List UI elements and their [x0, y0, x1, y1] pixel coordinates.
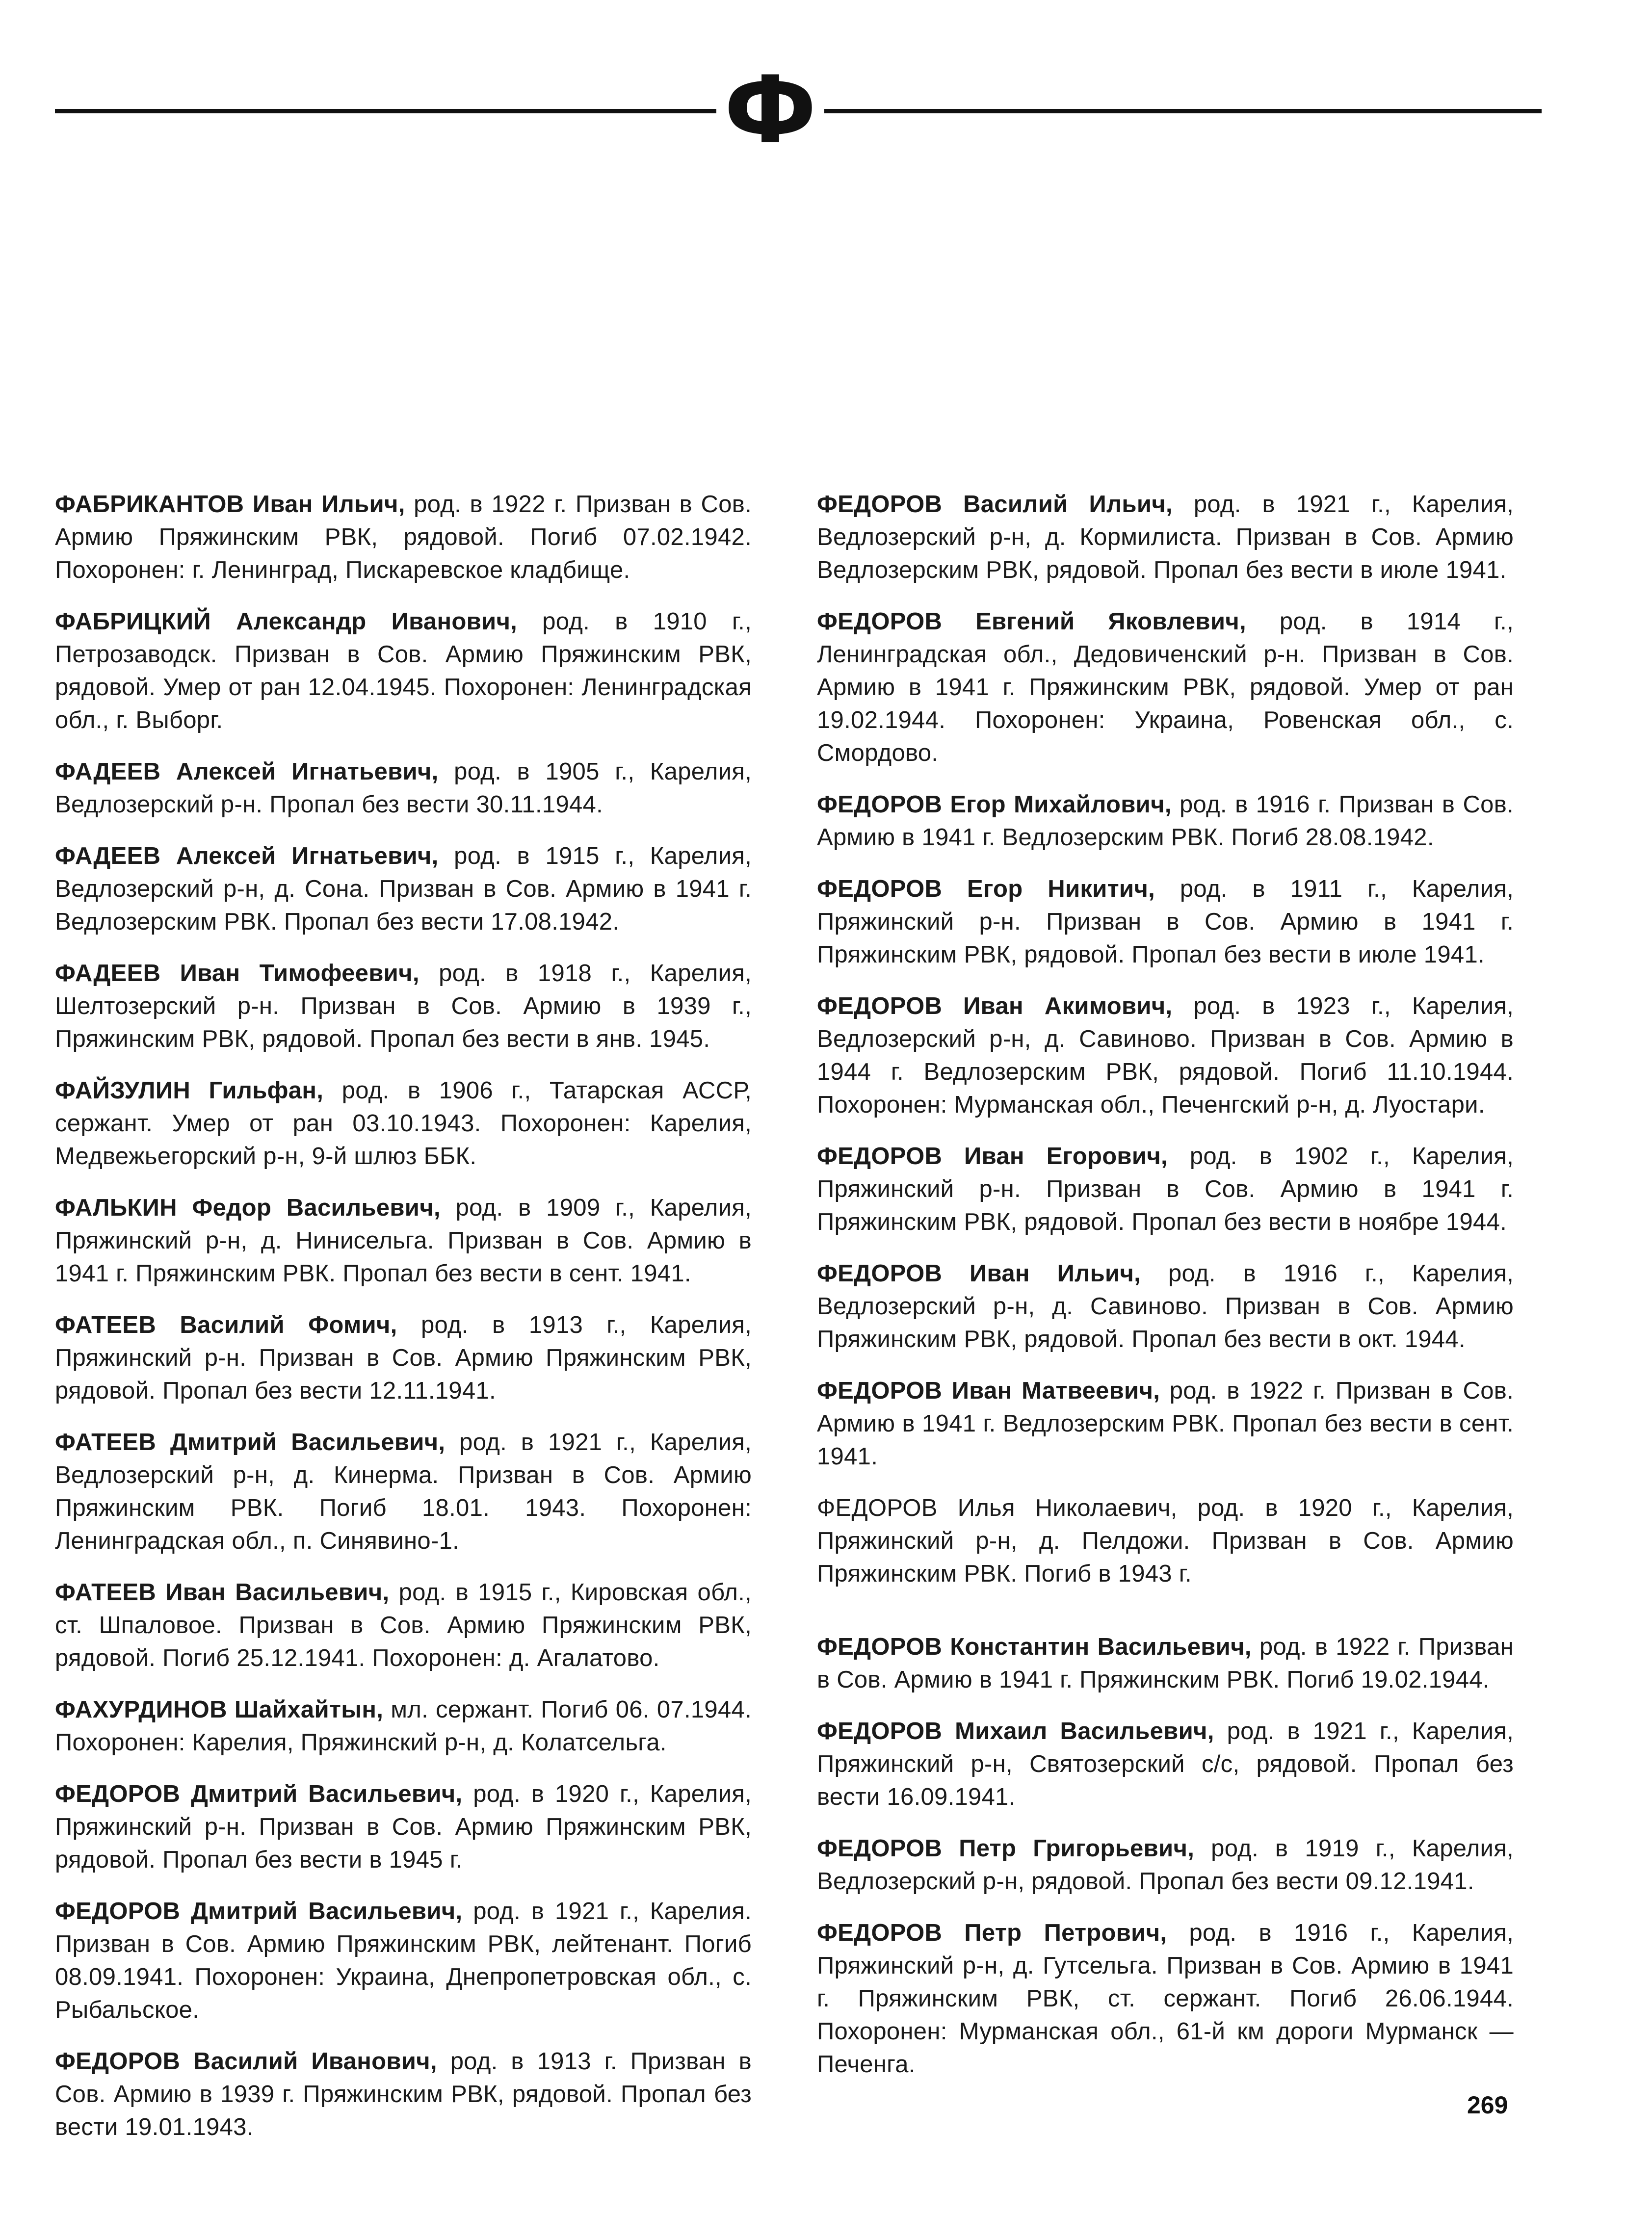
entry: [55, 1778, 752, 1876]
entry-text: род. в 1921 г., Карелия. Призван в Сов. Армию Пряжинским РВК, лейтенант. Погиб 08.09.1941. Похоронен: Украина, Днепропетровская обл., с. Рыбальское.: [55, 1898, 752, 2023]
entry-text: род. в 1911 г., Карелия, Пряжинский р-н. Призван в Сов. Армию в 1941 г. Пряжинским РВК, рядовой. Пропал без вести в июле 1941.: [817, 876, 1514, 968]
entry-text: мл. сержант. Погиб 06. 07.1944. Похоронен: Карелия, Пряжинский р-н, д. Колатсельга.: [55, 1696, 752, 1756]
entry-text: род. в 1922 г. Призван в Сов. Армию в 1941 г. Ведлозерским РВК. Пропал без вести в сент. 1941.: [817, 1378, 1514, 1470]
entry-name: ФЕДОРОВ Петр Григорьевич,: [817, 1835, 1195, 1862]
entry-text: род. в 1920 г., Карелия, Пряжинский р-н. Призван в Сов. Армию Пряжинским РВК, рядовой. Пропал без вести в 1945 г.: [55, 1781, 752, 1873]
entry-text: род. в 1919 г., Карелия, Ведлозерский р-н, рядовой. Пропал без вести 09.12.1941.: [817, 1835, 1514, 1895]
entry: [55, 957, 752, 1056]
entry-name: ФЕДОРОВ Михаил Васильевич,: [817, 1718, 1214, 1744]
entry-text: род. в 1923 г., Карелия, Ведлозерский р-н, д. Савиново. Призван в Сов. Армию в 1944 г. Ведлозерским РВК, рядовой. Погиб 11.10.1944. Похоронен: Мурманская обл., Печенгский р-н, д. Луостари.: [817, 993, 1514, 1118]
entry-text: род. в 1916 г. Призван в Сов. Армию в 1941 г. Ведлозерским РВК. Погиб 28.08.1942.: [817, 791, 1514, 851]
entry-text: род. в 1921 г., Карелия, Пряжинский р-н, Святозерский с/с, рядовой. Пропал без вести 16.09.1941.: [817, 1718, 1514, 1810]
entry-text: род. в 1921 г., Карелия, Ведлозерский р-н, д. Кинерма. Призван в Сов. Армию Пряжинским РВК. Погиб 18.01. 1943. Похоронен: Ленинградская обл., п. Синявино-1.: [55, 1429, 752, 1554]
entry-text: род. в 1905 г., Карелия, Ведлозерский р-н. Пропал без вести 30.11.1944.: [55, 758, 752, 818]
entry: [55, 605, 752, 737]
entry-text: род. в 1921 г., Карелия, Ведлозерский р-н, д. Кормилиста. Призван в Сов. Армию Ведлозерским РВК, рядовой. Пропал без вести в июле 1941.: [817, 491, 1514, 583]
entry: [55, 1693, 752, 1759]
entry-text: род. в 1920 г., Карелия, Пряжинский р-н, д. Пелдожи. Призван в Сов. Армию Пряжинским РВК. Погиб в 1943 г.: [817, 1495, 1514, 1587]
entry: [817, 1832, 1514, 1898]
entry-text: род. в 1915 г., Кировская обл., ст. Шпаловое. Призван в Сов. Армию Пряжинским РВК, рядовой. Погиб 25.12.1941. Похоронен: д. Агалатово.: [55, 1579, 752, 1671]
entry-text: род. в 1906 г., Татарская АССР, сержант. Умер от ран 03.10.1943. Похоронен: Карелия, Медвежьегорский р-н, 9-й шлюз ББК.: [55, 1077, 752, 1170]
entry-name: ФЕДОРОВ Дмитрий Васильевич,: [55, 1898, 463, 1925]
entry-name: ФЕДОРОВ Илья Николаевич,: [817, 1495, 1178, 1521]
entry-text: род. в 1918 г., Карелия, Шелтозерский р-н. Призван в Сов. Армию в 1939 г., Пряжинским РВК, рядовой. Пропал без вести в янв. 1945.: [55, 960, 752, 1052]
entry: [55, 1426, 752, 1558]
left-column: [55, 488, 752, 2162]
entry: [817, 1492, 1514, 1590]
entry-text: род. в 1914 г., Ленинградская обл., Дедовиченский р-н. Призван в Сов. Армию в 1941 г. Пряжинским РВК, рядовой. Умер от ран 19.02.1944. Похоронен: Украина, Ровенская обл., с. Смордово.: [817, 608, 1514, 766]
entry-name: ФЕДОРОВ Петр Петрович,: [817, 1920, 1167, 1946]
entry-text: род. в 1916 г., Карелия, Ведлозерский р-н, д. Савиново. Призван в Сов. Армию Пряжинским РВК, рядовой. Пропал без вести в окт. 1944.: [817, 1260, 1514, 1353]
entry: [55, 840, 752, 938]
entry-text: род. в 1916 г., Карелия, Пряжинский р-н, д. Гутсельга. Призван в Сов. Армию в 1941 г. Пряжинским РВК, ст. сержант. Погиб 26.06.1944. Похоронен: Мурманская обл., 61-й км дороги Мурманск — Печенга.: [817, 1920, 1514, 2078]
entry: [55, 1576, 752, 1675]
entry-name: ФАЙЗУЛИН Гильфан,: [55, 1077, 324, 1104]
entry: [817, 990, 1514, 1121]
entry-name: ФЕДОРОВ Василий Иванович,: [55, 2048, 437, 2075]
entry-name: ФАХУРДИНОВ Шайхайтын,: [55, 1696, 384, 1723]
entry: [817, 788, 1514, 854]
entry-text: род. в 1913 г., Карелия, Пряжинский р-н. Призван в Сов. Армию Пряжинским РВК, рядовой. Пропал без вести 12.11.1941.: [55, 1312, 752, 1404]
entry-name: ФЕДОРОВ Константин Васильевич,: [817, 1634, 1252, 1660]
entry-name: ФЕДОРОВ Егор Михайлович,: [817, 791, 1172, 818]
entry-name: ФЕДОРОВ Дмитрий Васильевич,: [55, 1781, 463, 1807]
entry-text: род. в 1910 г., Петрозаводск. Призван в Сов. Армию Пряжинским РВК, рядовой. Умер от ран 12.04.1945. Похоронен: Ленинградская обл., г. Выборг.: [55, 608, 752, 733]
entry-name: ФАТЕЕВ Дмитрий Васильевич,: [55, 1429, 446, 1456]
entry-name: ФЕДОРОВ Иван Егорович,: [817, 1143, 1168, 1170]
entry-name: ФАДЕЕВ Иван Тимофеевич,: [55, 960, 420, 987]
entry: [817, 605, 1514, 770]
entry-name: ФАБРИКАНТОВ Иван Ильич,: [55, 491, 405, 518]
entry: [817, 488, 1514, 587]
entry-text: род. в 1913 г. Призван в Сов. Армию в 1939 г. Пряжинским РВК, рядовой. Пропал без вести 19.01.1943.: [55, 2048, 752, 2140]
entry-text: род. в 1915 г., Карелия, Ведлозерский р-н, д. Сона. Призван в Сов. Армию в 1941 г. Ведлозерским РВК. Пропал без вести 17.08.1942.: [55, 843, 752, 935]
entry-text: род. в 1902 г., Карелия, Пряжинский р-н. Призван в Сов. Армию в 1941 г. Пряжинским РВК, рядовой. Пропал без вести в ноябре 1944.: [817, 1143, 1514, 1235]
entry-text: род. в 1909 г., Карелия, Пряжинский р-н, д. Нинисельга. Призван в Сов. Армию в 1941 г. Пряжинским РВК. Пропал без вести в сент. 1941.: [55, 1195, 752, 1287]
entry-name: ФАЛЬКИН Федор Васильевич,: [55, 1195, 441, 1221]
entry: [817, 1631, 1514, 1696]
entry: [817, 1917, 1514, 2081]
entry-name: ФЕДОРОВ Василий Ильич,: [817, 491, 1173, 518]
entry-text: род. в 1922 г. Призван в Сов. Армию Пряжинским РВК, рядовой. Погиб 07.02.1942. Похоронен: г. Ленинград, Пискаревское кладбище.: [55, 491, 752, 583]
entry: [55, 1309, 752, 1407]
entry: [817, 1140, 1514, 1239]
entry-name: ФАДЕЕВ Алексей Игнатьевич,: [55, 843, 439, 869]
entry: [817, 1375, 1514, 1473]
entry-name: ФЕДОРОВ Егор Никитич,: [817, 876, 1155, 902]
entry: [55, 488, 752, 587]
entry-name: ФАТЕЕВ Иван Васильевич,: [55, 1579, 390, 1606]
entry: [55, 2045, 752, 2144]
entry: [817, 873, 1514, 971]
entry: [55, 755, 752, 821]
entry: [817, 1715, 1514, 1814]
entry: [55, 1192, 752, 1290]
entry: [55, 1074, 752, 1173]
entry-name: ФЕДОРОВ Иван Матвеевич,: [817, 1378, 1160, 1404]
entry-name: ФЕДОРОВ Иван Акимович,: [817, 993, 1173, 1019]
page-number: 269: [1467, 2091, 1508, 2119]
entry: [817, 1257, 1514, 1356]
entry-name: ФАТЕЕВ Василий Фомич,: [55, 1312, 397, 1338]
entry-name: ФАБРИЦКИЙ Александр Иванович,: [55, 608, 518, 635]
header-letter: Ф: [716, 69, 824, 152]
entry: [55, 1895, 752, 2027]
entry-name: ФЕДОРОВ Евгений Яковлевич,: [817, 608, 1246, 635]
entry-name: ФАДЕЕВ Алексей Игнатьевич,: [55, 758, 439, 785]
right-column: [817, 488, 1514, 2100]
entry-text: род. в 1922 г. Призван в Сов. Армию в 1941 г. Пряжинским РВК. Погиб 19.02.1944.: [817, 1634, 1514, 1693]
entry-name: ФЕДОРОВ Иван Ильич,: [817, 1260, 1141, 1287]
